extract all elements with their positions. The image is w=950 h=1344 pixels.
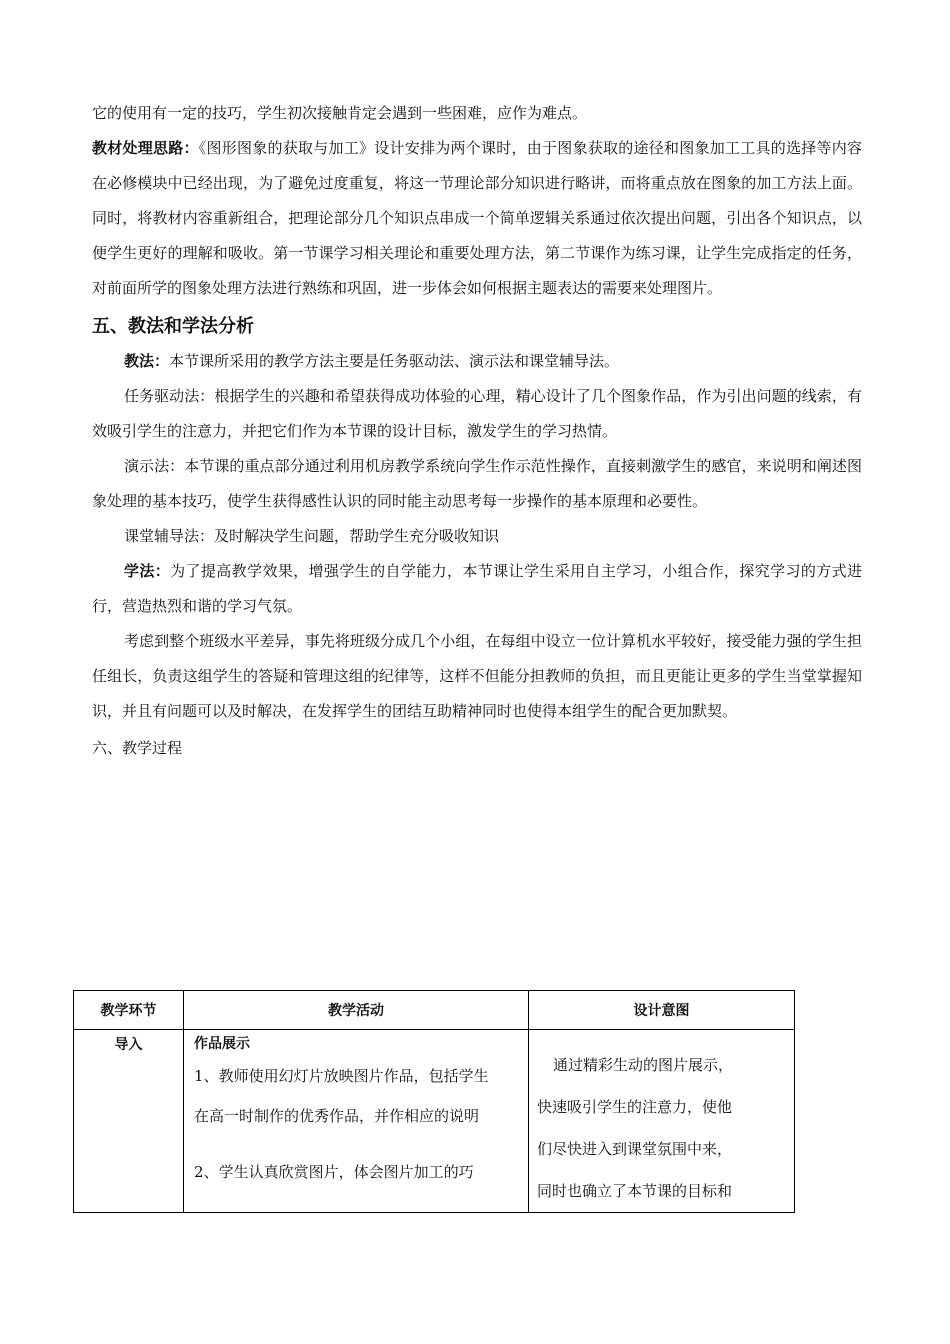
approach-text: 《图形图象的获取与加工》设计安排为两个课时，由于图象获取的途径和图象加工工具的选择等内容在必修模块中已经出现，为了避免过度重复，将这一节理论部分知识进行略讲，而将重点放在图象的加工方法上面。同时，将教材内容重新组合，把理论部分几个知识点串成一个简单逻辑关系通过依次提出问题，引出各个知识点，以便学生更好的理解和吸收。第一节课学习相关理论和重要处理方法，第二节课作为练习课，让学生完成指定的任务，对前面所学的图象处理方法进行熟练和巩固，进一步体会如何根据主题表达的需要来处理图片。 — [92, 139, 862, 297]
activity-line: 2、学生认真欣赏图片，体会图片加工的巧 — [194, 1163, 474, 1181]
approach-paragraph — [92, 131, 862, 306]
tutoring-paragraph: 课堂辅导法：及时解决学生问题，帮助学生充分吸收知识 — [124, 527, 500, 545]
learning-text: 为了提高教学效果，增强学生的自学能力，本节课让学生采用自主学习，小组合作，探究学习的方式进行，营造热烈和谐的学习气氛。 — [92, 562, 862, 615]
learning-label: 学法： — [124, 562, 171, 580]
intent-cell — [529, 1030, 795, 1213]
header-intent: 设计意图 — [529, 991, 795, 1030]
table-header-row — [74, 991, 795, 1030]
learning-method-paragraph — [92, 554, 862, 624]
intent-line: 通过精彩生动的图片展示， — [553, 1056, 734, 1074]
header-stage: 教学环节 — [74, 991, 184, 1030]
demonstration-paragraph: 演示法：本节课的重点部分通过利用机房教学系统向学生作示范性操作，直接刺激学生的感官，来说明和阐述图象处理的基本技巧，使学生获得感性认识的同时能主动思考每一步操作的基本原理和必要性。 — [92, 457, 862, 510]
section5-heading: 五、教法和学法分析 — [92, 316, 254, 337]
teaching-method-paragraph — [92, 344, 862, 379]
teaching-label: 教法： — [124, 352, 170, 370]
approach-label: 教材处理思路： — [92, 139, 199, 157]
grouping-paragraph: 考虑到整个班级水平差异，事先将班级分成几个小组，在每组中设立一位计算机水平较好，接受能力强的学生担任组长，负责这组学生的答疑和管理这组的纪律等，这样不但能分担教师的负担，而且更能让更多的学生当堂掌握知识，并且有问题可以及时解决，在发挥学生的团结互助精神同时也使得本组学生的配合更加默契。 — [92, 632, 862, 720]
activity-line: 1、教师使用幻灯片放映图片作品，包括学生 — [194, 1067, 489, 1085]
intent-line: 们尽快进入到课堂氛围中来， — [537, 1140, 733, 1158]
stage-cell: 导入 — [74, 1030, 184, 1213]
section6-heading: 六、教学过程 — [92, 739, 183, 757]
document-body — [92, 96, 862, 766]
table-row — [74, 1030, 795, 1213]
teaching-process-table — [73, 990, 795, 1213]
header-activity: 教学活动 — [184, 991, 529, 1030]
activity-title: 作品展示 — [194, 1036, 251, 1052]
intent-line: 同时也确立了本节课的目标和 — [537, 1182, 733, 1200]
difficulty-tail-paragraph: 它的使用有一定的技巧，学生初次接触肯定会遇到一些困难，应作为难点。 — [92, 104, 588, 122]
intent-line: 快速吸引学生的注意力，使他 — [537, 1098, 733, 1116]
activity-cell — [184, 1030, 529, 1213]
task-driven-paragraph: 任务驱动法：根据学生的兴趣和希望获得成功体验的心理，精心设计了几个图象作品，作为引出问题的线索，有效吸引学生的注意力，并把它们作为本节课的设计目标，激发学生的学习热情。 — [92, 387, 862, 440]
teaching-text: 本节课所采用的教学方法主要是任务驱动法、演示法和课堂辅导法。 — [169, 352, 620, 370]
activity-line: 在高一时制作的优秀作品，并作相应的说明 — [194, 1107, 480, 1125]
